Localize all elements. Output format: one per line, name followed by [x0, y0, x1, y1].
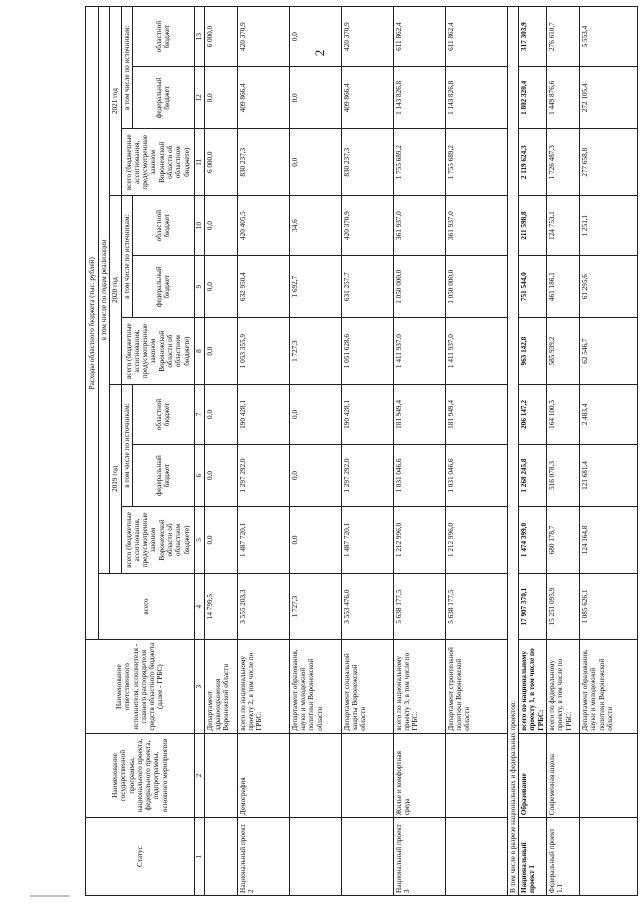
row-value: 751 544,0 — [519, 256, 547, 318]
row-value: 190 428,1 — [341, 384, 393, 444]
row-value: 1 411 937,0 — [393, 318, 445, 385]
column-index: 8 — [194, 318, 204, 385]
row-status — [445, 818, 507, 896]
column-index: 10 — [194, 196, 204, 256]
header-total-incl-2019: всего (бюджетные ассигнования, предусмотренные законом Воронежской области об областном бюджете) — [121, 507, 194, 574]
row-value: 6 000,0 — [204, 129, 237, 196]
row-value: 1 487 720,1 — [341, 507, 393, 574]
row-value: 0,0 — [204, 318, 237, 385]
row-status — [579, 818, 637, 896]
row-value: 277 658,8 — [579, 129, 637, 196]
row-value: 631 257,7 — [341, 256, 393, 318]
header-responsible: Наименование ответственного исполнителя, исполнителя - главного распорядителя средств областного бюджета (далее - ГРБС) — [86, 640, 195, 733]
row-value: 181 949,4 — [393, 384, 445, 444]
header-federal-2019: федеральный бюджет — [132, 444, 194, 506]
row-value: 1 251,1 — [579, 196, 637, 256]
row-value: 181 949,4 — [445, 384, 507, 444]
row-value: 0,0 — [204, 196, 237, 256]
row-responsible: Департамент социальной защиты Воронежской области — [341, 640, 393, 733]
table-container — [85, 6, 612, 896]
row-value: 14 799,5 — [204, 573, 237, 640]
row-value: 0,0 — [289, 129, 341, 196]
header-regional-2021: областной бюджет — [132, 7, 194, 67]
header-regional-2019: областной бюджет — [132, 384, 194, 444]
header-regional-2020: областной бюджет — [132, 196, 194, 256]
row-value: 276 610,7 — [546, 7, 579, 67]
row-value: 5 638 177,5 — [445, 573, 507, 640]
table-row — [289, 7, 341, 896]
table-header — [86, 7, 205, 896]
row-value: 2 483,4 — [579, 384, 637, 444]
row-value: 121 681,4 — [579, 444, 637, 506]
row-value: 680 178,7 — [546, 507, 579, 574]
header-total-incl-2020: всего (бюджетные ассигнования, предусмотренные законом Воронежской области об областном бюджете) — [121, 318, 194, 385]
row-value: 830 237,3 — [237, 129, 289, 196]
row-value: 1 050 000,0 — [393, 256, 445, 318]
row-value: 420 370,9 — [341, 196, 393, 256]
row-value: 0,0 — [289, 507, 341, 574]
row-value: 1 727,3 — [289, 318, 341, 385]
row-value: 1 212 996,0 — [393, 507, 445, 574]
row-value: 1 268 245,8 — [519, 444, 547, 506]
row-value: 420 370,9 — [237, 7, 289, 67]
row-value: 0,0 — [204, 256, 237, 318]
row-value: 0,0 — [289, 67, 341, 129]
header-year-2019: 2019 год — [110, 384, 121, 573]
row-value: 1 755 689,2 — [445, 129, 507, 196]
row-value: 1 727,3 — [289, 573, 341, 640]
row-responsible: Департамент строительной политики Воронежской области — [445, 640, 507, 733]
row-value: 963 142,8 — [519, 318, 547, 385]
row-value: 1 692,7 — [289, 256, 341, 318]
table-body — [204, 7, 507, 896]
header-total: всего — [99, 573, 195, 640]
row-value: 17 907 370,1 — [519, 573, 547, 640]
table-row — [393, 7, 445, 896]
scan-mark — [30, 895, 70, 897]
row-value: 61 295,6 — [579, 256, 637, 318]
row-name: Демография — [237, 733, 289, 817]
row-value: 1 031 046,6 — [393, 444, 445, 506]
row-value: 124 753,1 — [546, 196, 579, 256]
column-index: 12 — [194, 67, 204, 129]
row-value: 361 937,0 — [445, 196, 507, 256]
row-responsible: всего по национальному проекту 3, в том числе по ГРБС: — [393, 640, 445, 733]
row-value: 1 143 826,8 — [393, 67, 445, 129]
table-row — [519, 7, 547, 896]
row-value: 1 297 292,0 — [341, 444, 393, 506]
row-value: 1 050 000,0 — [445, 256, 507, 318]
header-federal-2021: федеральный бюджет — [132, 67, 194, 129]
row-name — [579, 733, 637, 817]
header-expenses-title: Расходы областного бюджета (тыс. рублей) — [86, 7, 99, 640]
row-value: 1 449 876,6 — [546, 67, 579, 129]
row-name — [289, 733, 341, 817]
row-value: 0,0 — [289, 444, 341, 506]
column-index: 5 — [194, 507, 204, 574]
row-status — [204, 818, 237, 896]
row-value: 124 164,8 — [579, 507, 637, 574]
row-value: 420 405,5 — [237, 196, 289, 256]
rotated-page — [85, 6, 612, 896]
row-status: Национальный проект 1 — [519, 818, 547, 896]
row-value: 1 053 355,9 — [237, 318, 289, 385]
row-value: 1 487 720,1 — [237, 507, 289, 574]
row-value: 611 862,4 — [445, 7, 507, 67]
row-value: 0,0 — [204, 384, 237, 444]
budget-table — [85, 6, 638, 896]
column-index: 2 — [194, 733, 204, 817]
row-value: 3 555 203,3 — [237, 573, 289, 640]
section-divider — [507, 7, 518, 896]
header-sources-2021: в том числе по источникам: — [121, 7, 132, 129]
section-label: В том числе в разрезе национальных и федеральных проектов: — [507, 7, 518, 896]
row-value: 1 212 996,0 — [445, 507, 507, 574]
row-value: 5 553,4 — [579, 7, 637, 67]
row-responsible: всего по национальному проекту 1, в том числе по ГРБС: — [519, 640, 547, 733]
column-index: 4 — [194, 573, 204, 640]
row-value: 0,0 — [204, 507, 237, 574]
row-status: Национальный проект 2 — [237, 818, 289, 896]
row-value: 585 939,2 — [546, 318, 579, 385]
row-responsible: всего по федеральному проекту, в том числе по ГРБС: — [546, 640, 579, 733]
row-value: 1 085 626,1 — [579, 573, 637, 640]
table-row — [546, 7, 579, 896]
row-value: 516 078,3 — [546, 444, 579, 506]
row-status — [289, 818, 341, 896]
header-sources-2020: в том числе по источникам: — [121, 196, 132, 318]
row-name — [445, 733, 507, 817]
row-value: 190 428,1 — [237, 384, 289, 444]
table-body-projects — [519, 7, 638, 896]
row-value: 62 546,7 — [579, 318, 637, 385]
row-value: 0,0 — [289, 384, 341, 444]
row-value: 361 937,0 — [393, 196, 445, 256]
row-value: 6 000,0 — [204, 7, 237, 67]
row-value: 0,0 — [289, 7, 341, 67]
row-status — [341, 818, 393, 896]
row-value: 15 251 095,9 — [546, 573, 579, 640]
row-name: Жилье и комфортная среда — [393, 733, 445, 817]
row-value: 1 143 826,8 — [445, 67, 507, 129]
table-row — [341, 7, 393, 896]
row-value: 1 031 046,6 — [445, 444, 507, 506]
header-sources-2019: в том числе по источникам: — [121, 384, 132, 506]
row-responsible: всего по национальному проекту 2, в том числе по ГРБС: — [237, 640, 289, 733]
header-status: Статус — [86, 818, 195, 896]
row-responsible: Департамент образования, науки и молодежной политики Воронежской области — [579, 640, 637, 733]
column-index: 1 — [194, 818, 204, 896]
row-value: 317 303,9 — [519, 7, 547, 67]
page-number: 2 — [312, 49, 327, 57]
table-row — [204, 7, 237, 896]
column-index: 9 — [194, 256, 204, 318]
header-year-2021: 2021 год — [110, 7, 121, 196]
row-value: 272 105,4 — [579, 67, 637, 129]
header-by-years: в том числе по годам реализации — [99, 7, 110, 574]
table-row — [579, 7, 637, 896]
row-value: 34,6 — [289, 196, 341, 256]
column-index: 13 — [194, 7, 204, 67]
row-status: Федеральный проект 1.1 — [546, 818, 579, 896]
header-total-incl-2021: всего (бюджетные ассигнования, предусмотренные законом Воронежской области об областном бюджете) — [121, 129, 194, 196]
row-value: 206 147,2 — [519, 384, 547, 444]
row-value: 409 866,4 — [237, 67, 289, 129]
table-row — [237, 7, 289, 896]
column-index: 6 — [194, 444, 204, 506]
header-name: Наименование государственной программы, национального проекта, федерального проекта, подпрограммы, основного мероприятия — [86, 733, 195, 817]
column-index-row — [194, 7, 204, 896]
row-value: 1 755 689,2 — [393, 129, 445, 196]
row-value: 420 370,9 — [341, 7, 393, 67]
row-value: 3 553 476,0 — [341, 573, 393, 640]
row-value: 2 119 624,3 — [519, 129, 547, 196]
column-index: 11 — [194, 129, 204, 196]
column-index: 7 — [194, 384, 204, 444]
row-name: Современная школа — [546, 733, 579, 817]
row-value: 211 598,8 — [519, 196, 547, 256]
row-value: 0,0 — [204, 444, 237, 506]
row-responsible: Департамент образования, науки и молодежной политики Воронежской области — [289, 640, 341, 733]
row-value: 1 297 292,0 — [237, 444, 289, 506]
header-federal-2020: федеральный бюджет — [132, 256, 194, 318]
table-row — [445, 7, 507, 896]
row-value: 830 237,3 — [341, 129, 393, 196]
row-value: 1 051 628,6 — [341, 318, 393, 385]
header-year-2020: 2020 год — [110, 196, 121, 385]
row-responsible: Департамент здравоохранения Воронежской области — [204, 640, 237, 733]
row-value: 1 802 320,4 — [519, 67, 547, 129]
row-value: 1 726 487,3 — [546, 129, 579, 196]
row-name — [341, 733, 393, 817]
row-value: 409 866,4 — [341, 67, 393, 129]
row-status: Национальный проект 3 — [393, 818, 445, 896]
column-index: 3 — [194, 640, 204, 733]
row-name: Образование — [519, 733, 547, 817]
row-value: 611 862,4 — [393, 7, 445, 67]
row-value: 164 100,5 — [546, 384, 579, 444]
row-value: 632 950,4 — [237, 256, 289, 318]
row-value: 5 638 177,5 — [393, 573, 445, 640]
row-name — [204, 733, 237, 817]
row-value: 461 186,1 — [546, 256, 579, 318]
row-value: 1 411 937,0 — [445, 318, 507, 385]
row-value: 0,0 — [204, 67, 237, 129]
row-value: 1 474 399,0 — [519, 507, 547, 574]
